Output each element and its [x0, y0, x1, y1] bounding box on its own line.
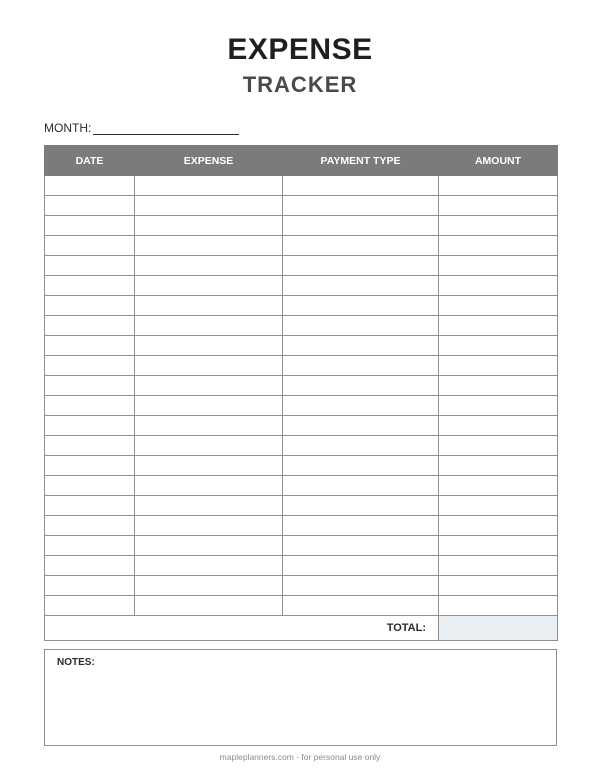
expense-cell[interactable]	[135, 596, 283, 616]
expense-cell[interactable]	[135, 276, 283, 296]
amount-cell[interactable]	[439, 576, 558, 596]
table-row	[45, 396, 558, 416]
table-row	[45, 416, 558, 436]
payment-type-cell[interactable]	[283, 296, 439, 316]
payment-type-cell[interactable]	[283, 576, 439, 596]
date-cell[interactable]	[45, 576, 135, 596]
amount-cell[interactable]	[439, 416, 558, 436]
table-row	[45, 236, 558, 256]
payment-type-cell[interactable]	[283, 196, 439, 216]
amount-cell[interactable]	[439, 456, 558, 476]
expense-cell[interactable]	[135, 476, 283, 496]
date-cell[interactable]	[45, 236, 135, 256]
table-row	[45, 216, 558, 236]
expense-cell[interactable]	[135, 416, 283, 436]
date-cell[interactable]	[45, 456, 135, 476]
notes-box[interactable]	[44, 649, 557, 746]
month-label: MONTH:	[44, 121, 92, 135]
payment-type-cell[interactable]	[283, 236, 439, 256]
expense-cell[interactable]	[135, 236, 283, 256]
amount-cell[interactable]	[439, 356, 558, 376]
payment-type-cell[interactable]	[283, 596, 439, 616]
table-row	[45, 316, 558, 336]
column-header-amount: AMOUNT	[439, 146, 558, 176]
date-cell[interactable]	[45, 336, 135, 356]
date-cell[interactable]	[45, 296, 135, 316]
table-row	[45, 556, 558, 576]
table-row	[45, 576, 558, 596]
expense-table	[44, 145, 558, 641]
page-title: EXPENSE	[227, 33, 373, 66]
date-cell[interactable]	[45, 196, 135, 216]
payment-type-cell[interactable]	[283, 276, 439, 296]
date-cell[interactable]	[45, 556, 135, 576]
payment-type-cell[interactable]	[283, 456, 439, 476]
amount-cell[interactable]	[439, 376, 558, 396]
expense-cell[interactable]	[135, 496, 283, 516]
expense-cell[interactable]	[135, 396, 283, 416]
page-subtitle: TRACKER	[242, 72, 358, 97]
amount-cell[interactable]	[439, 236, 558, 256]
date-cell[interactable]	[45, 316, 135, 336]
expense-cell[interactable]	[135, 376, 283, 396]
column-header-date: DATE	[45, 146, 135, 176]
total-amount-cell[interactable]	[439, 616, 558, 641]
date-cell[interactable]	[45, 436, 135, 456]
amount-cell[interactable]	[439, 216, 558, 236]
payment-type-cell[interactable]	[283, 556, 439, 576]
table-row	[45, 456, 558, 476]
notes-label: NOTES:	[57, 657, 95, 668]
table-row	[45, 356, 558, 376]
expense-cell[interactable]	[135, 296, 283, 316]
payment-type-cell[interactable]	[283, 216, 439, 236]
table-row	[45, 276, 558, 296]
table-row	[45, 196, 558, 216]
table-row	[45, 376, 558, 396]
expense-cell[interactable]	[135, 576, 283, 596]
expense-cell[interactable]	[135, 316, 283, 336]
date-cell[interactable]	[45, 376, 135, 396]
payment-type-cell[interactable]	[283, 316, 439, 336]
payment-type-cell[interactable]	[283, 516, 439, 536]
expense-cell[interactable]	[135, 216, 283, 236]
date-cell[interactable]	[45, 276, 135, 296]
amount-cell[interactable]	[439, 256, 558, 276]
amount-cell[interactable]	[439, 536, 558, 556]
table-row	[45, 496, 558, 516]
table-row	[45, 536, 558, 556]
expense-cell[interactable]	[135, 456, 283, 476]
expense-cell[interactable]	[135, 556, 283, 576]
column-header-payment-type: PAYMENT TYPE	[283, 146, 439, 176]
amount-cell[interactable]	[439, 516, 558, 536]
amount-cell[interactable]	[439, 296, 558, 316]
expense-cell[interactable]	[135, 196, 283, 216]
payment-type-cell[interactable]	[283, 336, 439, 356]
total-label: TOTAL:	[45, 616, 439, 641]
payment-type-cell[interactable]	[283, 256, 439, 276]
amount-cell[interactable]	[439, 396, 558, 416]
amount-cell[interactable]	[439, 176, 558, 196]
payment-type-cell[interactable]	[283, 356, 439, 376]
date-cell[interactable]	[45, 356, 135, 376]
amount-cell[interactable]	[439, 436, 558, 456]
amount-cell[interactable]	[439, 496, 558, 516]
date-cell[interactable]	[45, 396, 135, 416]
amount-cell[interactable]	[439, 276, 558, 296]
payment-type-cell[interactable]	[283, 436, 439, 456]
table-header-row	[45, 146, 558, 176]
month-blank-line[interactable]	[93, 122, 239, 135]
table-row	[45, 296, 558, 316]
table-row	[45, 176, 558, 196]
amount-cell[interactable]	[439, 596, 558, 616]
expense-cell[interactable]	[135, 436, 283, 456]
expense-cell[interactable]	[135, 356, 283, 376]
payment-type-cell[interactable]	[283, 476, 439, 496]
column-header-expense: EXPENSE	[135, 146, 283, 176]
date-cell[interactable]	[45, 176, 135, 196]
table-row	[45, 596, 558, 616]
table-row	[45, 476, 558, 496]
date-cell[interactable]	[45, 496, 135, 516]
table-row	[45, 256, 558, 276]
payment-type-cell[interactable]	[283, 396, 439, 416]
table-row	[45, 516, 558, 536]
payment-type-cell[interactable]	[283, 536, 439, 556]
date-cell[interactable]	[45, 536, 135, 556]
amount-cell[interactable]	[439, 336, 558, 356]
table-row	[45, 436, 558, 456]
expense-cell[interactable]	[135, 256, 283, 276]
date-cell[interactable]	[45, 516, 135, 536]
amount-cell[interactable]	[439, 316, 558, 336]
payment-type-cell[interactable]	[283, 496, 439, 516]
expense-cell[interactable]	[135, 336, 283, 356]
date-cell[interactable]	[45, 216, 135, 236]
month-field[interactable]	[44, 119, 239, 135]
expense-cell[interactable]	[135, 516, 283, 536]
amount-cell[interactable]	[439, 196, 558, 216]
table-body	[45, 176, 558, 641]
table-row	[45, 336, 558, 356]
date-cell[interactable]	[45, 596, 135, 616]
amount-cell[interactable]	[439, 556, 558, 576]
expense-cell[interactable]	[135, 536, 283, 556]
payment-type-cell[interactable]	[283, 376, 439, 396]
date-cell[interactable]	[45, 476, 135, 496]
date-cell[interactable]	[45, 416, 135, 436]
amount-cell[interactable]	[439, 476, 558, 496]
expense-cell[interactable]	[135, 176, 283, 196]
date-cell[interactable]	[45, 256, 135, 276]
payment-type-cell[interactable]	[283, 176, 439, 196]
footer-credit: mapleplanners.com - for personal use only	[219, 752, 381, 762]
total-row	[45, 616, 558, 641]
payment-type-cell[interactable]	[283, 416, 439, 436]
